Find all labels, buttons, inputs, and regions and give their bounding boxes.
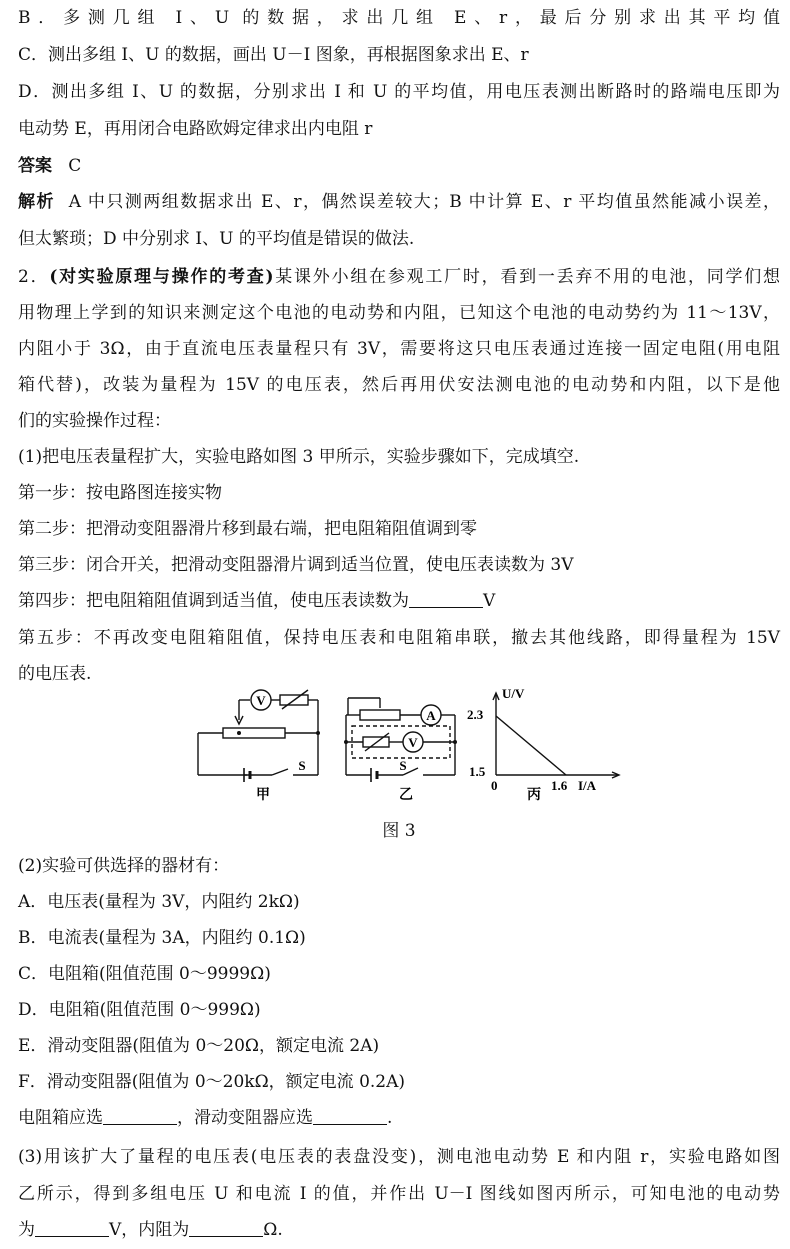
q2-part3-line2: 乙所示，得到多组电压 U 和电流 I 的值，并作出 U－I 图线如图丙所示，可知电池的电动势 xyxy=(18,1184,780,1204)
q1-option-c: C．测出多组 I、U 的数据，画出 U－I 图象，再根据图象求出 E、r xyxy=(18,45,529,65)
step-1: 第一步：按电路图连接实物 xyxy=(18,483,222,503)
q2-stem-line3: 内阻小于 3Ω，由于直流电压表量程只有 3V，需要将这只电压表通过连接一固定电阻(用电阻 xyxy=(18,339,780,359)
graph-y-bottom: 1.5 xyxy=(469,764,486,779)
analysis-line2: 但太繁琐；D 中分别求 I、U 的平均值是错误的做法. xyxy=(18,229,415,249)
graph-bing-axes xyxy=(493,693,619,778)
answer-value: C xyxy=(68,156,82,176)
choose-line xyxy=(18,1107,780,1129)
graph-y-top: 2.3 xyxy=(467,707,484,722)
step-4-text: 第四步：把电阻箱阻值调到适当值，使电压表读数为 xyxy=(18,591,409,611)
q1-option-b: B．多测几组 I、U 的数据，求出几组 E、r，最后分别求出其平均值 xyxy=(18,8,780,28)
option-d: D．电阻箱(阻值范围 0～999Ω) xyxy=(18,1000,261,1020)
step-2: 第二步：把滑动变阻器滑片移到最右端，把电阻箱阻值调到零 xyxy=(18,519,477,539)
yi-rheostat xyxy=(360,710,400,720)
jia-switch-label: S xyxy=(298,758,306,773)
step-5-line1: 第五步：不再改变电阻箱阻值，保持电压表和电阻箱串联，撤去其他线路，即得量程为 15V xyxy=(18,628,780,648)
q2-stem-line5: 们的实验操作过程： xyxy=(18,411,171,431)
figure-caption: 图 3 xyxy=(382,821,416,841)
figure-3-svg xyxy=(18,686,780,806)
jia-meter-v: V xyxy=(256,693,266,708)
step-5-line2: 的电压表. xyxy=(18,664,92,684)
rheostat-blank[interactable] xyxy=(313,1108,387,1125)
step-4-unit: V xyxy=(483,591,496,611)
q2-stem1: 某课外小组在参观工厂时，看到一丢弃不用的电池，同学们想 xyxy=(273,267,780,287)
label-bing: 丙 xyxy=(527,788,541,803)
choose-mid: ，滑动变阻器应选 xyxy=(177,1108,313,1128)
option-f: F．滑动变阻器(阻值为 0～20kΩ，额定电流 0.2A) xyxy=(18,1072,406,1092)
q2-number: 2． xyxy=(18,267,50,287)
emf-blank[interactable] xyxy=(35,1220,109,1237)
graph-y-label: U/V xyxy=(502,686,525,701)
analysis-text1: A 中只测两组数据求出 E、r，偶然误差较大；B 中计算 E、r 平均值虽然能减小误差， xyxy=(68,192,781,212)
option-b: B．电流表(量程为 3A，内阻约 0.1Ω) xyxy=(18,928,306,948)
yi-meter-a: A xyxy=(426,708,436,723)
choose-pre: 电阻箱应选 xyxy=(18,1108,103,1128)
data-line xyxy=(496,716,566,775)
label-yi: 乙 xyxy=(399,788,413,803)
part3-pre: 为 xyxy=(18,1220,35,1240)
q2-stem-line2: 用物理上学到的知识来测定这个电池的电动势和内阻，已知这个电池的电动势约为 11～13V， xyxy=(18,303,780,323)
option-a: A．电压表(量程为 3V，内阻约 2kΩ) xyxy=(18,892,300,912)
answer-line xyxy=(18,155,780,177)
resistance-box-blank[interactable] xyxy=(103,1108,177,1125)
analysis-line1 xyxy=(18,191,780,213)
q2-part3-line3 xyxy=(18,1219,780,1241)
q2-part3-line1: (3)用该扩大了量程的电压表(电压表的表盘没变)，测电池电动势 E 和内阻 r，实验电路如图 xyxy=(18,1147,780,1167)
yi-switch-label: S xyxy=(399,758,407,773)
q2-tag: (对实验原理与操作的考查) xyxy=(49,267,274,287)
q1-option-d-line1: D．测出多组 I、U 的数据，分别求出 I 和 U 的平均值，用电压表测出断路时的路端电压即为 xyxy=(18,82,780,102)
internal-resistance-blank[interactable] xyxy=(189,1220,263,1237)
q1-option-d-line2: 电动势 E，再用闭合电路欧姆定律求出内电阻 r xyxy=(18,119,373,139)
part3-post: Ω. xyxy=(263,1220,283,1240)
q2-stem-line1 xyxy=(18,266,780,288)
part3-mid: V，内阻为 xyxy=(109,1220,190,1240)
graph-x-end: 1.6 xyxy=(551,778,568,793)
q2-part1: (1)把电压表量程扩大，实验电路如图 3 甲所示，实验步骤如下，完成填空. xyxy=(18,447,580,467)
option-e: E．滑动变阻器(阻值为 0～20Ω，额定电流 2A) xyxy=(18,1036,380,1056)
graph-origin: 0 xyxy=(491,778,498,793)
choose-post: . xyxy=(387,1108,393,1128)
answer-label: 答案 xyxy=(18,156,52,176)
figure-3 xyxy=(18,686,780,806)
step-4-blank[interactable] xyxy=(409,591,483,608)
step-4 xyxy=(18,590,780,612)
graph-x-label: I/A xyxy=(578,778,597,793)
step-3: 第三步：闭合开关，把滑动变阻器滑片调到适当位置，使电压表读数为 3V xyxy=(18,555,574,575)
label-jia: 甲 xyxy=(256,788,270,803)
analysis-label: 解析 xyxy=(18,192,55,212)
q2-stem-line4: 箱代替)，改装为量程为 15V 的电压表，然后再用伏安法测电池的电动势和内阻，以下是他 xyxy=(18,375,780,395)
option-c: C．电阻箱(阻值范围 0～9999Ω) xyxy=(18,964,271,984)
q2-part2: (2)实验可供选择的器材有： xyxy=(18,856,230,876)
yi-meter-v: V xyxy=(408,735,418,750)
jia-rheostat xyxy=(223,728,285,738)
